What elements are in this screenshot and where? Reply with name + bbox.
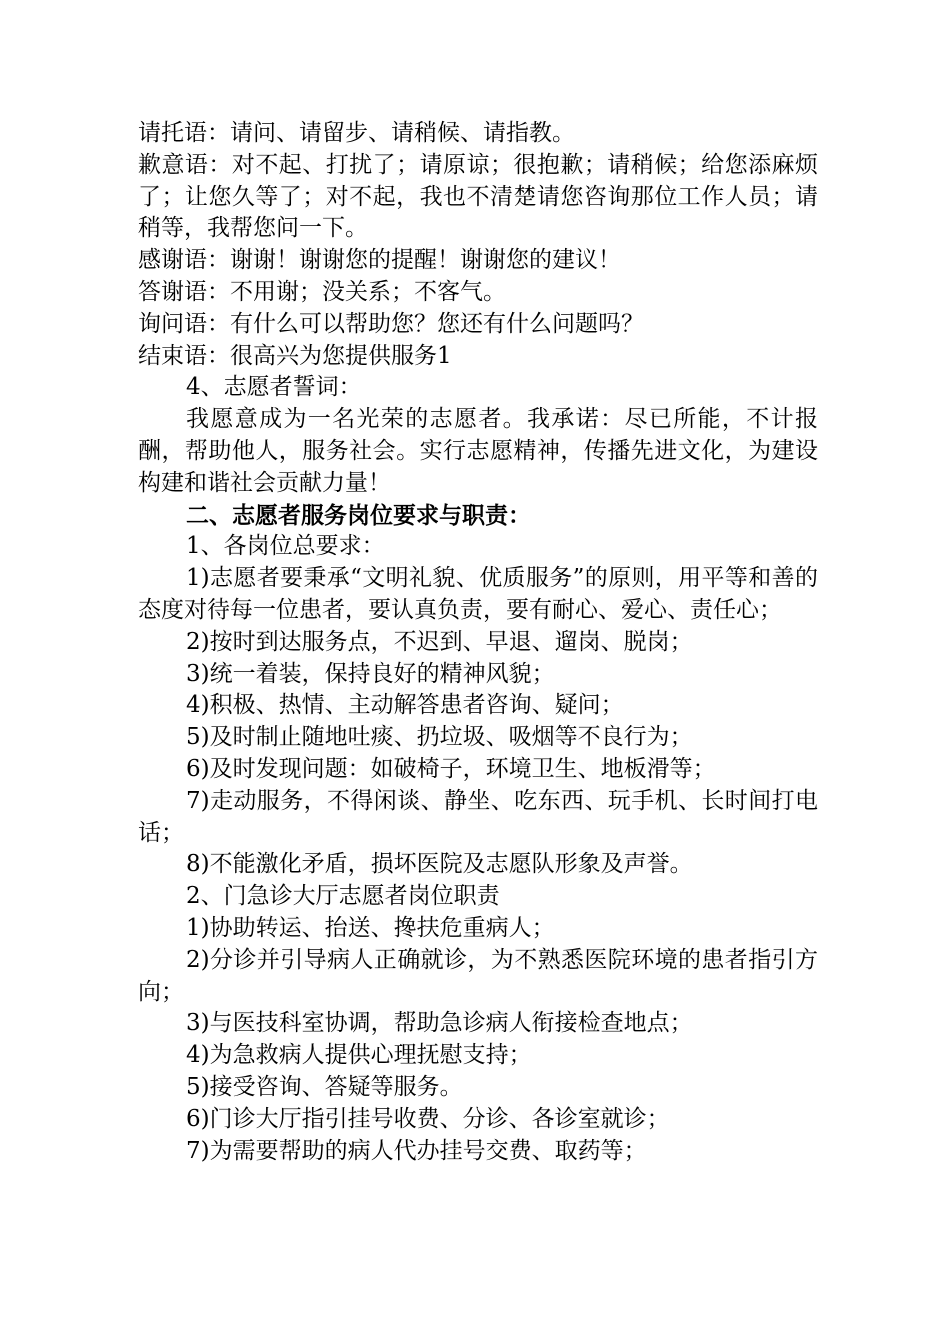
paragraph-oath-heading: 4、志愿者誓词： [186, 374, 362, 401]
paragraph-apology-phrases: 歉意语：对不起、打扰了；请原谅；很抱歉；请稍候；给您添麻烦了；让您久等了；对不起，我也不清楚请您咨询那位工作人员；请稍等，我帮您问一下。 [138, 151, 818, 242]
list-item: 3)与医技科室协调，帮助急诊病人衔接检查地点； [186, 1010, 693, 1037]
list-item: 7)为需要帮助的病人代办挂号交费、取药等； [186, 1137, 647, 1164]
paragraph-general-requirements-heading: 1、各岗位总要求： [186, 533, 385, 560]
list-item: 6)及时发现问题：如破椅子，环境卫生、地板滑等； [186, 755, 716, 782]
list-item: 1)志愿者要秉承“文明礼貌、优质服务”的原则，用平等和善的态度对待每一位患者，要认真负责，要有耐心、爱心、责任心； [138, 565, 818, 623]
paragraph-oath-text: 我愿意成为一名光荣的志愿者。我承诺：尽已所能，不计报酬，帮助他人，服务社会。实行志愿精神，传播先进文化，为建设构建和谐社会贡献力量！ [138, 406, 818, 496]
list-item: 1)协助转运、抬送、搀扶危重病人； [186, 914, 555, 941]
paragraph-inquiry-phrases: 询问语：有什么可以帮助您？您还有什么问题吗？ [138, 310, 644, 337]
list-item: 4)为急救病人提供心理抚慰支持； [186, 1042, 532, 1069]
list-item: 3)统一着装，保持良好的精神风貌； [186, 660, 555, 687]
paragraph-hall-duties-heading: 2、门急诊大厅志愿者岗位职责 [186, 883, 500, 910]
document-page [138, 118, 818, 1167]
paragraph-closing-phrases: 结束语：很高兴为您提供服务1 [138, 342, 452, 369]
paragraph-thanks-phrases: 感谢语：谢谢！谢谢您的提醒！谢谢您的建议！ [138, 247, 621, 274]
list-item: 7)走动服务，不得闲谈、静坐、吃东西、玩手机、长时间打电话； [138, 787, 818, 846]
list-item: 5)及时制止随地吐痰、扔垃圾、吸烟等不良行为； [186, 724, 693, 751]
list-item: 4)积极、热情、主动解答患者咨询、疑问； [186, 692, 624, 719]
list-item: 8)不能激化矛盾，损坏医院及志愿队形象及声誉。 [186, 851, 693, 878]
list-item: 2)按时到达服务点，不迟到、早退、遛岗、脱岗； [186, 628, 693, 655]
paragraph-reply-phrases: 答谢语：不用谢；没关系；不客气。 [138, 278, 506, 305]
list-item: 2)分诊并引导病人正确就诊，为不熟悉医院环境的患者指引方向； [138, 946, 818, 1005]
list-item: 6)门诊大厅指引挂号收费、分诊、各诊室就诊； [186, 1105, 670, 1132]
list-item: 5)接受咨询、答疑等服务。 [186, 1073, 463, 1100]
section-heading-duties: 二、志愿者服务岗位要求与职责： [186, 501, 531, 529]
paragraph-request-phrases: 请托语：请问、请留步、请稍候、请指教。 [138, 120, 575, 146]
